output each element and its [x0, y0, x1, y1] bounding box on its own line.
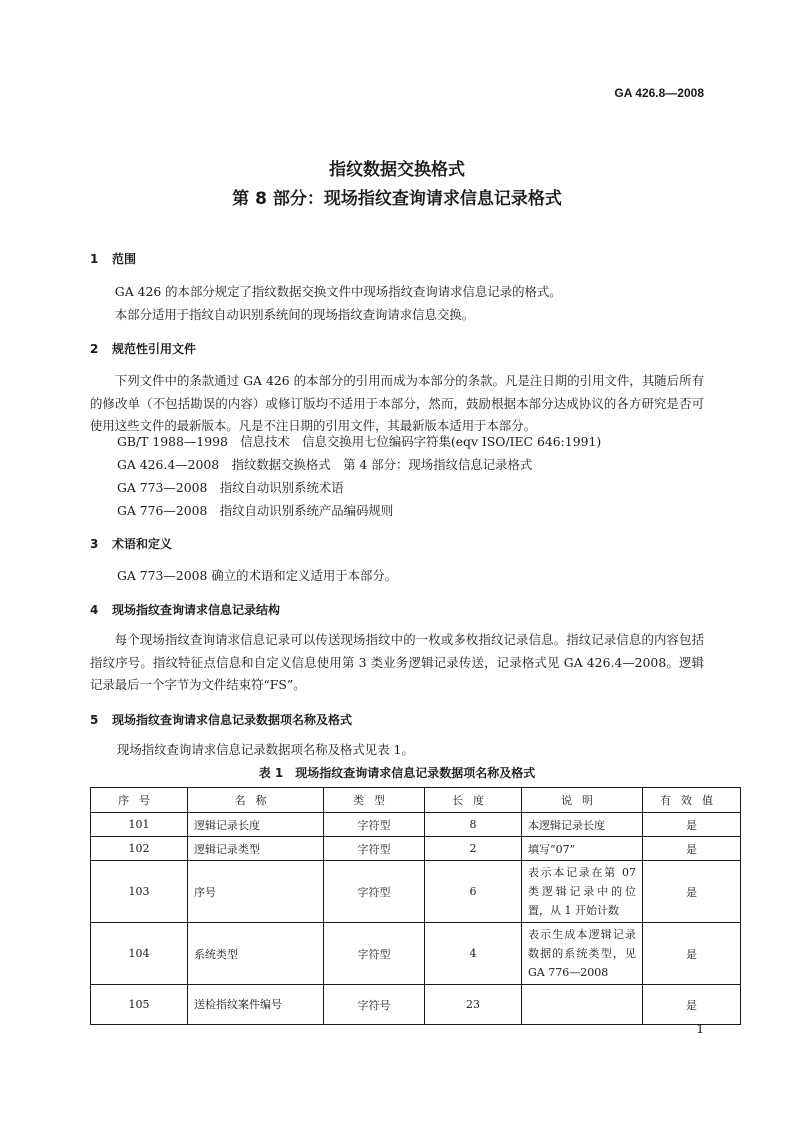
column-header: 类型 — [324, 788, 425, 813]
cell-desc: 表示生成本逻辑记录数据的系统类型，见 GA 776—2008 — [522, 923, 643, 985]
section-title: 范围 — [112, 252, 137, 266]
cell-no: 105 — [91, 985, 188, 1025]
section-number: 4 — [90, 603, 99, 617]
reference-item: GA 773—2008 指纹自动识别系统术语 — [117, 480, 344, 495]
references-intro — [90, 370, 704, 438]
cell-type: 字符型 — [324, 813, 425, 837]
cell-name: 系统类型 — [188, 923, 324, 985]
paragraph: 下列文件中的条款通过 GA 426 的本部分的引用而成为本部分的条款。凡是注日期的引用文件，其随后所有的修改单（不包括勘误的内容）或修订版均不适用于本部分，然而，鼓励根据本部分达成协议的各方研究是否可使用这些文件的最新版本。凡是不注日期的引用文件，其最新版本适用于本部分。 — [90, 373, 704, 433]
section-heading — [90, 340, 196, 357]
cell-type: 字符型 — [324, 861, 425, 923]
section-heading — [90, 601, 280, 618]
reference-item: GA 776—2008 指纹自动识别系统产品编码规则 — [117, 503, 394, 518]
cell-no: 101 — [91, 813, 188, 837]
column-header: 长度 — [425, 788, 522, 813]
cell-desc: 本逻辑记录长度 — [522, 813, 643, 837]
reference-item: GA 426.4—2008 指纹数据交换格式 第 4 部分：现场指纹信息记录格式 — [117, 457, 533, 472]
format-body: 现场指纹查询请求信息记录数据项名称及格式见表 1。 — [117, 742, 414, 757]
cell-type: 字符型 — [324, 923, 425, 985]
cell-length: 6 — [425, 861, 522, 923]
cell-name: 序号 — [188, 861, 324, 923]
table-row — [91, 813, 741, 837]
cell-type: 字符型 — [324, 837, 425, 861]
section-number: 1 — [90, 252, 99, 266]
cell-desc: 填写“07” — [522, 837, 643, 861]
structure-body — [90, 629, 704, 697]
table-row — [91, 837, 741, 861]
cell-desc: 表示本记录在第 07 类逻辑记录中的位置，从 1 开始计数 — [522, 861, 643, 923]
cell-name: 逻辑记录类型 — [188, 837, 324, 861]
cell-length: 2 — [425, 837, 522, 861]
cell-valid: 是 — [643, 837, 741, 861]
cell-valid: 是 — [643, 985, 741, 1025]
cell-length: 8 — [425, 813, 522, 837]
section-number: 5 — [90, 713, 99, 727]
cell-length: 23 — [425, 985, 522, 1025]
document-subtitle: 第 8 部分：现场指纹查询请求信息记录格式 — [232, 189, 562, 209]
terms-body: GA 773—2008 确立的术语和定义适用于本部分。 — [117, 568, 398, 583]
cell-name: 逻辑记录长度 — [188, 813, 324, 837]
table-row — [91, 923, 741, 985]
table-row — [91, 985, 741, 1025]
cell-valid: 是 — [643, 923, 741, 985]
table-caption: 表 1 现场指纹查询请求信息记录数据项名称及格式 — [258, 766, 536, 780]
reference-item: GB/T 1988—1998 信息技术 信息交换用七位编码字符集(eqv ISO/IEC 646:1991) — [117, 434, 602, 449]
section-number: 3 — [90, 537, 99, 551]
cell-no: 104 — [91, 923, 188, 985]
page-number: 1 — [696, 1022, 704, 1036]
section-title: 现场指纹查询请求信息记录数据项名称及格式 — [112, 713, 353, 727]
column-header: 序号 — [91, 788, 188, 813]
table-header-row — [91, 788, 741, 813]
cell-valid: 是 — [643, 861, 741, 923]
paragraph: 每个现场指纹查询请求信息记录可以传送现场指纹中的一枚或多枚指纹记录信息。指纹记录信息的内容包括指纹序号。指纹特征点信息和自定义信息使用第 3 类业务逻辑记录传送，记录格式见 GA 426.4—2008。逻辑记录最后一个字节为文件结束符“FS”。 — [90, 632, 704, 692]
section-heading — [90, 711, 352, 728]
cell-valid: 是 — [643, 813, 741, 837]
section-number: 2 — [90, 342, 99, 356]
section-title: 规范性引用文件 — [112, 342, 197, 356]
section-title: 术语和定义 — [112, 537, 173, 551]
column-header: 有效值 — [643, 788, 741, 813]
section-heading — [90, 250, 136, 267]
column-header: 名称 — [188, 788, 324, 813]
cell-no: 103 — [91, 861, 188, 923]
paragraph: 本部分适用于指纹自动识别系统间的现场指纹查询请求信息交换。 — [114, 306, 475, 322]
data-items-table — [90, 787, 741, 1025]
cell-no: 102 — [91, 837, 188, 861]
standard-code: GA 426.8—2008 — [614, 86, 704, 100]
section-heading — [90, 535, 172, 552]
column-header: 说明 — [522, 788, 643, 813]
paragraph: GA 426 的本部分规定了指纹数据交换文件中现场指纹查询请求信息记录的格式。 — [114, 284, 562, 299]
section-title: 现场指纹查询请求信息记录结构 — [112, 603, 281, 617]
cell-length: 4 — [425, 923, 522, 985]
document-title: 指纹数据交换格式 — [329, 160, 465, 180]
table-row — [91, 861, 741, 923]
scope-body — [90, 281, 704, 326]
cell-type: 字符号 — [324, 985, 425, 1025]
cell-name: 送检指纹案件编号 — [188, 985, 324, 1025]
cell-desc — [522, 985, 643, 1025]
